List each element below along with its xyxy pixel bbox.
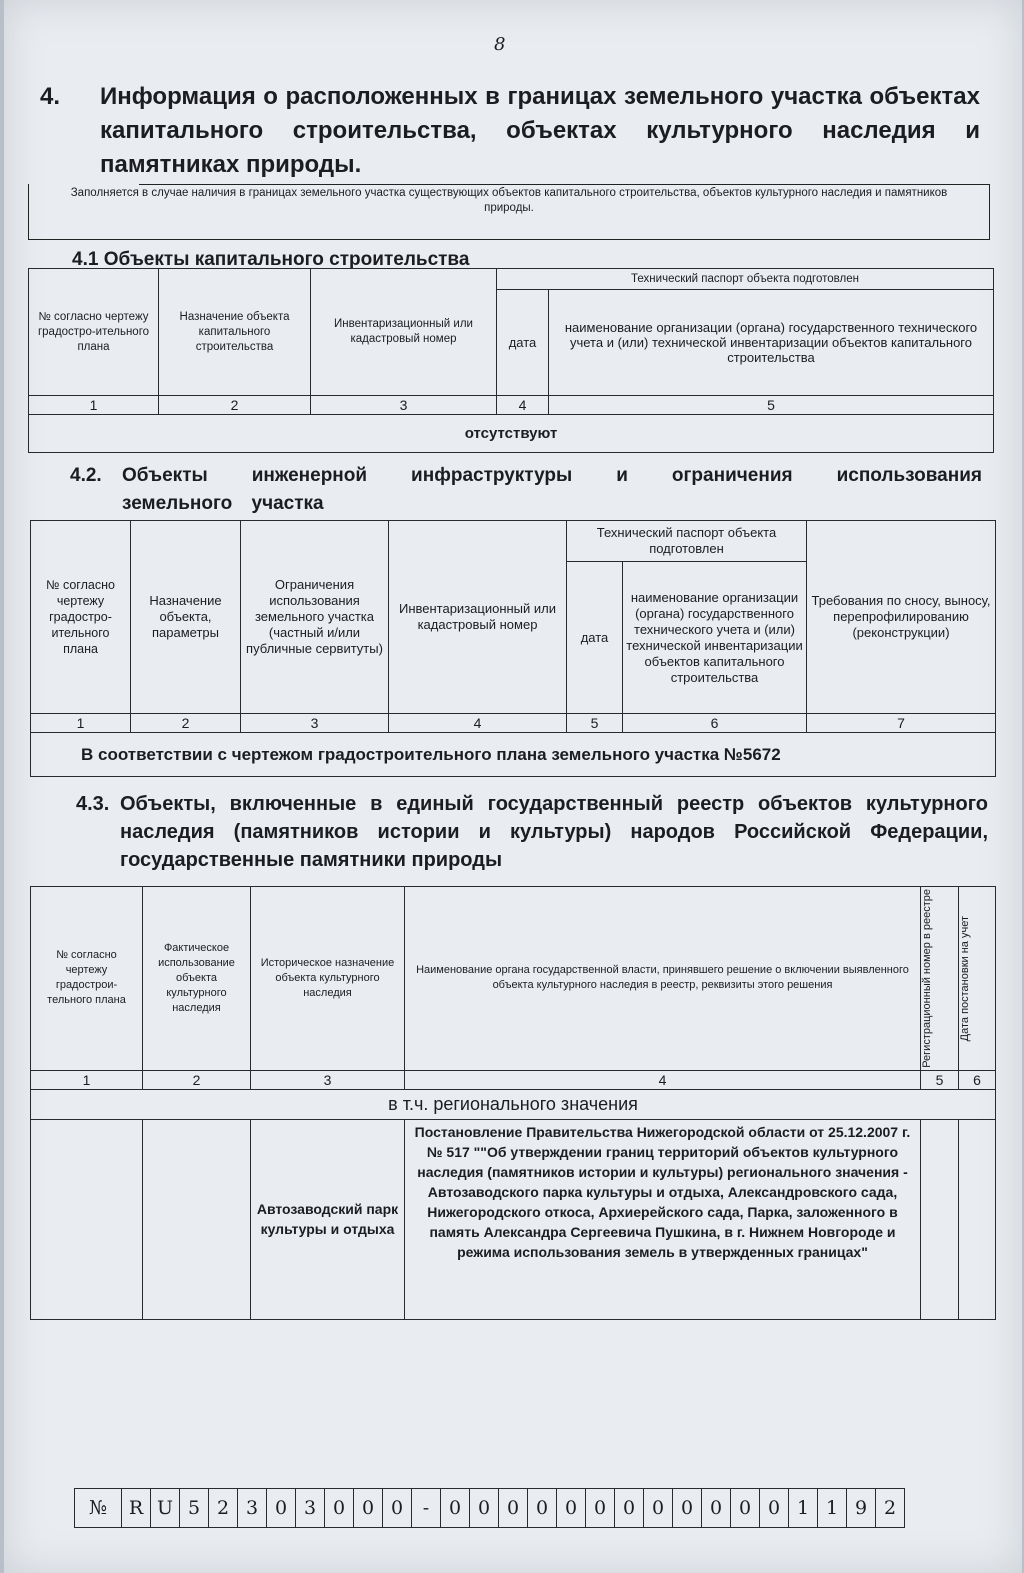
registration-number-sign: № xyxy=(75,1489,122,1528)
t41-header-5: наименование организации (органа) государственного технического учета и (или) технической инвентаризации объектов капитального строительства xyxy=(549,290,994,396)
registration-digit: R xyxy=(122,1489,151,1528)
t42-num-7: 7 xyxy=(807,714,996,733)
t42-value: В соответствии с чертежом градостроительного плана земельного участка №5672 xyxy=(31,733,996,777)
t41-num-1: 1 xyxy=(29,396,159,415)
t43-num-4: 4 xyxy=(405,1070,921,1089)
registration-digit: 0 xyxy=(731,1489,760,1528)
t42-num-2: 2 xyxy=(131,714,241,733)
section-4-heading xyxy=(40,80,980,182)
page-number: 8 xyxy=(494,34,506,55)
section-41-title: 4.1 Объекты капитального строительства xyxy=(72,249,470,270)
registration-digit: - xyxy=(412,1489,441,1528)
registration-digit: 0 xyxy=(325,1489,354,1528)
t43-num-2: 2 xyxy=(143,1070,251,1089)
t41-header-3: Инвентаризационный или кадастровый номер xyxy=(311,269,497,396)
registration-digit: 0 xyxy=(644,1489,673,1528)
section-43-heading xyxy=(76,790,988,874)
registration-digit: 0 xyxy=(615,1489,644,1528)
t42-header-1: № согласно чертежу градостро-ительного плана xyxy=(31,521,131,714)
t43-row-col6 xyxy=(959,1119,996,1319)
t42-header-4: Инвентаризационный или кадастровый номер xyxy=(389,521,567,714)
t41-group-header: Технический паспорт объекта подготовлен xyxy=(497,269,994,290)
t43-row-col2 xyxy=(143,1119,251,1319)
section-4-note-box xyxy=(28,184,990,240)
registration-number xyxy=(74,1488,905,1528)
registration-digit: 0 xyxy=(441,1489,470,1528)
registration-digit: 0 xyxy=(673,1489,702,1528)
t41-num-5: 5 xyxy=(549,396,994,415)
t42-num-6: 6 xyxy=(623,714,807,733)
registration-digit: 0 xyxy=(354,1489,383,1528)
registration-digit: 0 xyxy=(499,1489,528,1528)
t41-header-2: Назначение объекта капитального строительства xyxy=(159,269,311,396)
registration-digit: 0 xyxy=(528,1489,557,1528)
section-42-number: 4.2. xyxy=(70,465,102,486)
t43-header-6: Дата постановки на учет xyxy=(959,915,971,1042)
registration-digit: 1 xyxy=(789,1489,818,1528)
registration-digit: 0 xyxy=(702,1489,731,1528)
registration-digit: 0 xyxy=(586,1489,615,1528)
table-41 xyxy=(28,268,994,453)
t43-num-3: 3 xyxy=(251,1070,405,1089)
registration-digit: U xyxy=(151,1489,180,1528)
registration-digit: 1 xyxy=(818,1489,847,1528)
registration-digit: 9 xyxy=(847,1489,876,1528)
section-4-title: Информация о расположенных в границах земельного участка объектах капитального строительства, объектах культурного наследия и памятниках природы. xyxy=(100,83,980,178)
registration-digit: 0 xyxy=(267,1489,296,1528)
section-42-heading xyxy=(70,462,982,518)
t43-header-3: Историческое назначение объекта культурного наследия xyxy=(251,887,405,1071)
table-42 xyxy=(30,520,996,777)
t41-num-3: 3 xyxy=(311,396,497,415)
t43-row-col5 xyxy=(921,1119,959,1319)
section-43-number: 4.3. xyxy=(76,793,110,815)
t42-num-1: 1 xyxy=(31,714,131,733)
registration-digit: 3 xyxy=(296,1489,325,1528)
document-page xyxy=(4,0,1022,1573)
registration-digit: 2 xyxy=(209,1489,238,1528)
t42-header-6: наименование организации (органа) государственного технического учета и (или) технической инвентаризации объектов капитального строительства xyxy=(623,562,807,714)
registration-digit: 0 xyxy=(383,1489,412,1528)
registration-digit: 5 xyxy=(180,1489,209,1528)
t43-num-6: 6 xyxy=(959,1070,996,1089)
t42-header-2: Назначение объекта, параметры xyxy=(131,521,241,714)
t42-num-3: 3 xyxy=(241,714,389,733)
t41-num-2: 2 xyxy=(159,396,311,415)
registration-digit: 2 xyxy=(876,1489,905,1528)
t43-num-1: 1 xyxy=(31,1070,143,1089)
registration-digit: 0 xyxy=(470,1489,499,1528)
t43-subheader: в т.ч. регионального значения xyxy=(31,1089,996,1119)
t41-header-4: дата xyxy=(497,290,549,396)
section-4-number: 4. xyxy=(40,83,61,110)
t43-row-col1 xyxy=(31,1119,143,1319)
t43-row-col3: Автозаводский парк культуры и отдыха xyxy=(251,1119,405,1319)
t43-header-1: № согласно чертежу градострои-тельного плана xyxy=(31,887,143,1071)
t42-header-7: Требования по сносу, выносу, перепрофилированию (реконструкции) xyxy=(807,521,996,714)
t42-num-4: 4 xyxy=(389,714,567,733)
registration-digit: 3 xyxy=(238,1489,267,1528)
section-42-title: Объекты инженерной инфраструктуры и ограничения использования земельного участка xyxy=(122,465,982,514)
section-4-note: Заполняется в случае наличия в границах земельного участка существующих объектов капитального строительства, объектов культурного наследия и памятников природы. xyxy=(70,187,948,214)
registration-digit: 0 xyxy=(760,1489,789,1528)
registration-digit: 0 xyxy=(557,1489,586,1528)
t43-header-2: Фактическое использование объекта культурного наследия xyxy=(143,887,251,1071)
section-43-title: Объекты, включенные в единый государственный реестр объектов культурного наследия (памятников истории и культуры) народов Российской Федерации, государственные памятники природы xyxy=(120,793,988,871)
t42-group-header: Технический паспорт объекта подготовлен xyxy=(567,521,807,562)
t42-num-5: 5 xyxy=(567,714,623,733)
t43-header-5: Регистрационный номер в реестре xyxy=(921,889,933,1068)
t41-value: отсутствуют xyxy=(29,415,994,453)
t42-header-5: дата xyxy=(567,562,623,714)
t43-num-5: 5 xyxy=(921,1070,959,1089)
table-43 xyxy=(30,886,996,1320)
t43-row-col4: Постановление Правительства Нижегородской области от 25.12.2007 г. № 517 ""Об утверждении границ территорий объектов культурного наследия (памятников истории и культуры) регионального значения - Автозаводского парка культуры и отдыха, Александровского сада, Нижегородского откоса, Архиерейского сада, Парка, заложенного в память Александра Сергеевича Пушкина, в г. Нижнем Новгороде и режима использования земель в утвержденных границах" xyxy=(405,1119,921,1319)
t41-num-4: 4 xyxy=(497,396,549,415)
t41-header-1: № согласно чертежу градостро-ительного плана xyxy=(29,269,159,396)
t42-header-3: Ограничения использования земельного участка (частный и/или публичные сервитуты) xyxy=(241,521,389,714)
t43-header-4: Наименование органа государственной власти, принявшего решение о включении выявленного объекта культурного наследия в реестр, реквизиты этого решения xyxy=(405,887,921,1071)
